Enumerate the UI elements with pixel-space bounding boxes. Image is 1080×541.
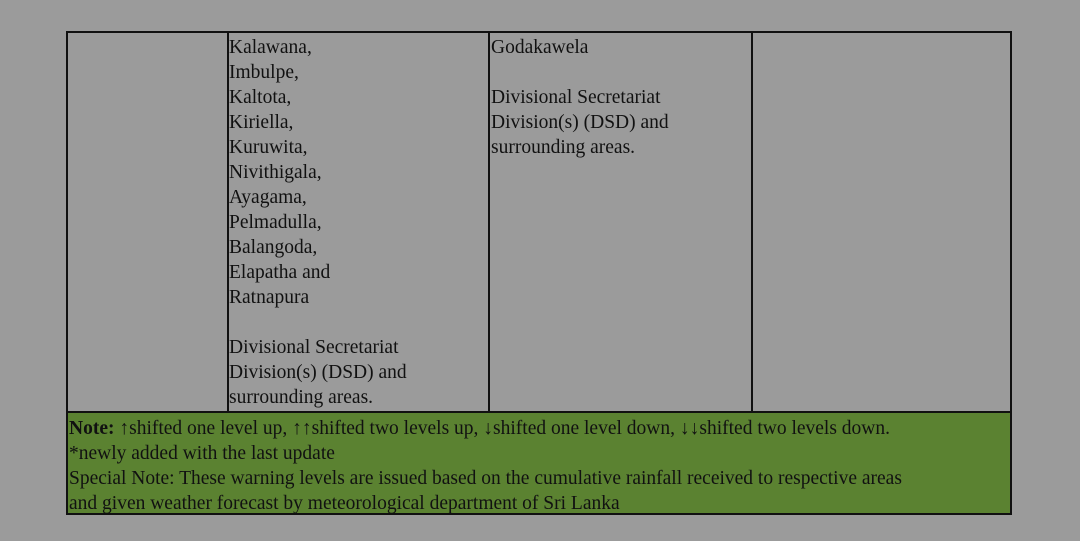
warning-table [66,31,1012,515]
special-note-line-1: Special Note: These warning levels are issued based on the cumulative rainfall received to respective areas [69,468,902,489]
area-name: Ratnapura [229,287,310,308]
area-name: Ayagama, [229,187,307,208]
table-cell-areas-column-2 [229,35,407,410]
area-name: Nivithigala, [229,162,322,183]
dsd-text-line: Divisional Secretariat [491,87,661,108]
column-divider-2 [488,33,490,411]
table-cell-areas-column-3 [491,35,669,160]
note-box [68,411,1010,513]
area-name: Godakawela [491,37,589,58]
dsd-text-line: Division(s) (DSD) and [491,112,669,133]
area-name: Kiriella, [229,112,294,133]
dsd-text-line: surrounding areas. [229,387,374,408]
area-name: Balangoda, [229,237,318,258]
column-divider-3 [751,33,753,411]
area-name: Pelmadulla, [229,212,322,233]
dsd-text-line: Divisional Secretariat [229,337,399,358]
area-name: Kuruwita, [229,137,308,158]
area-name: Elapatha and [229,262,331,283]
area-name: Kalawana, [229,37,312,58]
dsd-text-line: Division(s) (DSD) and [229,362,407,383]
dsd-text-line: surrounding areas. [491,137,636,158]
note-label: Note: [69,418,115,439]
newly-added-note: *newly added with the last update [69,443,335,464]
legend-text: ↑shifted one level up, ↑↑shifted two levels up, ↓shifted one level down, ↓↓shifted two levels down. [114,418,891,439]
area-name: Imbulpe, [229,62,299,83]
area-name: Kaltota, [229,87,292,108]
special-note-line-2: and given weather forecast by meteorological department of Sri Lanka [69,493,620,514]
legend-note [69,416,1010,441]
